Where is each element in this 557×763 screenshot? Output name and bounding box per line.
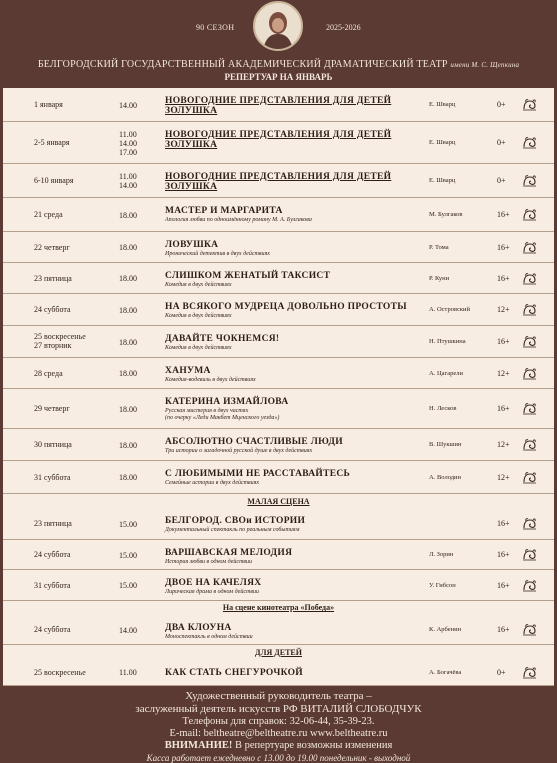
time-cell (119, 551, 137, 560)
time-value: 15.00 (119, 551, 137, 560)
show-title[interactable]: ДВОЕ НА КАЧЕЛЯХ (165, 578, 262, 588)
years-label: 2025-2026 (326, 23, 361, 32)
show-title[interactable]: ДАВАЙТЕ ЧОКНЕМСЯ! (165, 334, 280, 344)
time-cell (119, 306, 137, 315)
time-value: 18.00 (119, 274, 137, 283)
time-cell (119, 101, 137, 110)
time-value: 14.00 (119, 101, 137, 110)
age-rating: 16+ (497, 404, 510, 413)
pushkin-card-icon (521, 335, 539, 349)
date-cell: 21 среда (34, 210, 63, 219)
time-value: 17.00 (119, 148, 137, 157)
show-genre: Документальный спектакль по реальным событиям (165, 527, 300, 533)
table-row[interactable] (3, 570, 554, 601)
date-cell: 24 суббота (34, 305, 71, 314)
author-cell: А. Островский (429, 306, 470, 313)
pushkin-card-icon (521, 136, 539, 150)
pushkin-card-icon (521, 303, 539, 317)
date-cell-2: 27 вторник (34, 341, 72, 350)
date-cell: 24 суббота (34, 625, 71, 634)
table-row[interactable] (3, 540, 554, 570)
time-cell (119, 369, 137, 378)
time-cell (119, 626, 137, 635)
time-value: 18.00 (119, 243, 137, 252)
pushkin-card-icon (521, 208, 539, 222)
author-cell: М. Булгаков (429, 211, 463, 218)
time-cell (119, 211, 137, 220)
show-title[interactable]: ВАРШАВСКАЯ МЕЛОДИЯ (165, 548, 293, 558)
pushkin-card-icon (521, 471, 539, 485)
author-cell: Н. Лесков (429, 405, 457, 412)
author-cell: Е. Шварц (429, 177, 456, 184)
show-title[interactable]: СЛИШКОМ ЖЕНАТЫЙ ТАКСИСТ (165, 271, 331, 281)
show-title[interactable]: АБСОЛЮТНО СЧАСТЛИВЫЕ ЛЮДИ (165, 437, 343, 447)
time-value: 15.00 (119, 520, 137, 529)
time-value: 11.00 (119, 172, 137, 181)
time-cell (119, 172, 137, 190)
pushkin-card-icon (521, 367, 539, 381)
footer-contacts[interactable]: E-mail: beltheatre@beltheatre.ru www.beltheatre.ru (169, 728, 388, 739)
footer-phones: Телефоны для справок: 32-06-44, 35-39-23. (182, 716, 375, 727)
show-subtitle-title[interactable]: ЗОЛУШКА (165, 106, 218, 116)
header (0, 0, 557, 88)
age-rating: 16+ (497, 210, 510, 219)
date-cell: 30 пятница (34, 440, 72, 449)
show-title[interactable]: НА ВСЯКОГО МУДРЕЦА ДОВОЛЬНО ПРОСТОТЫ (165, 302, 407, 312)
time-cell (119, 473, 137, 482)
table-row[interactable] (3, 429, 554, 461)
date-cell: 31 суббота (34, 581, 71, 590)
footer-director-name: заслуженный деятель искусств РФ ВИТАЛИЙ СЛОБОДЧУК (135, 703, 422, 715)
age-rating: 16+ (497, 550, 510, 559)
theatre-name-main: БЕЛГОРОДСКИЙ ГОСУДАРСТВЕННЫЙ АКАДЕМИЧЕСКИЙ ДРАМАТИЧЕСКИЙ ТЕАТР (37, 59, 448, 70)
table-row[interactable] (3, 358, 554, 389)
attention-label: ВНИМАНИЕ! (164, 740, 233, 751)
author-cell: Р. Куни (429, 275, 450, 282)
show-title[interactable]: МАСТЕР И МАРГАРИТА (165, 206, 283, 216)
pushkin-card-icon (521, 402, 539, 416)
date-cell: 1 января (34, 100, 63, 109)
author-cell: А. Богачёва (429, 669, 462, 676)
time-cell (119, 274, 137, 283)
date-cell: 24 суббота (34, 550, 71, 559)
time-value: 18.00 (119, 473, 137, 482)
time-cell (119, 405, 137, 414)
table-row[interactable] (3, 232, 554, 263)
show-subtitle-title[interactable]: ЗОЛУШКА (165, 140, 218, 150)
age-rating: 0+ (497, 138, 506, 147)
table-row[interactable] (3, 326, 554, 358)
repertoire-title: РЕПЕРТУАР НА ЯНВАРЬ (224, 72, 333, 82)
date-cell: 22 четверг (34, 243, 70, 252)
author-cell: Е. Шварц (429, 139, 456, 146)
pushkin-card-icon (521, 438, 539, 452)
date-cell: 23 пятница (34, 274, 72, 283)
show-genre: Три истории о загадочной русской душе в двух действиях (165, 448, 313, 454)
table-row[interactable] (3, 659, 554, 686)
pushkin-card-icon (521, 174, 539, 188)
table-row[interactable] (3, 508, 554, 540)
time-value: 14.00 (119, 139, 137, 148)
pushkin-card-icon (521, 548, 539, 562)
table-row[interactable] (3, 294, 554, 326)
table-row[interactable] (3, 615, 554, 645)
theatre-name (0, 59, 557, 70)
table-row[interactable] (3, 164, 554, 198)
pushkin-card-icon (521, 241, 539, 255)
show-subtitle-title[interactable]: ЗОЛУШКА (165, 182, 218, 192)
time-value: 14.00 (119, 626, 137, 635)
show-genre: Комедия в двух действиях (165, 345, 232, 351)
show-genre-2: (по очерку «Леди Макбет Мценского уезда») (165, 415, 280, 421)
time-value: 15.00 (119, 581, 137, 590)
time-value: 18.00 (119, 405, 137, 414)
table-row[interactable] (3, 263, 554, 294)
footer-director-role: Художественный руководитель театра – (185, 690, 372, 702)
show-title[interactable]: БЕЛГОРОД. СВОи ИСТОРИИ (165, 516, 306, 526)
date-cell: 6-10 января (34, 176, 74, 185)
time-cell (119, 338, 137, 347)
table-row[interactable] (3, 122, 554, 164)
age-rating: 16+ (497, 337, 510, 346)
show-title[interactable]: КАК СТАТЬ СНЕГУРОЧКОЙ (165, 668, 303, 678)
age-rating: 16+ (497, 625, 510, 634)
show-title[interactable]: НОВОГОДНИЕ ПРЕДСТАВЛЕНИЯ ДЛЯ ДЕТЕЙ (165, 172, 392, 182)
show-genre: Комедия-водевиль в двух действиях (165, 377, 256, 383)
time-value: 14.00 (119, 181, 137, 190)
time-value: 11.00 (119, 668, 137, 677)
show-genre: Моноспектакль в одном действии (165, 634, 253, 640)
pushkin-card-icon (521, 98, 539, 112)
age-rating: 0+ (497, 100, 506, 109)
table-row[interactable] (3, 461, 554, 494)
time-cell (119, 520, 137, 529)
time-value: 18.00 (119, 369, 137, 378)
age-rating: 16+ (497, 519, 510, 528)
author-cell: В. Шукшин (429, 441, 462, 448)
pushkin-card-icon (521, 579, 539, 593)
age-rating: 16+ (497, 274, 510, 283)
section-small-stage: МАЛАЯ СЦЕНА (247, 497, 310, 506)
age-rating: 16+ (497, 581, 510, 590)
show-genre: Апология любви по одноимённому роману М. А. Булгакова (165, 217, 312, 223)
time-cell (119, 130, 137, 157)
time-cell (119, 441, 137, 450)
date-cell: 2-5 января (34, 138, 70, 147)
table-row[interactable] (3, 389, 554, 429)
show-title[interactable]: ЛОВУШКА (165, 240, 219, 250)
author-cell: Е. Шварц (429, 101, 456, 108)
pushkin-card-icon (521, 272, 539, 286)
date-cell: 28 среда (34, 369, 63, 378)
footer (0, 686, 557, 763)
pushkin-card-icon (521, 666, 539, 680)
shchepkin-portrait-logo-icon (253, 1, 303, 51)
schedule-table (3, 88, 554, 686)
time-value: 18.00 (119, 306, 137, 315)
show-title[interactable]: ДВА КЛОУНА (165, 623, 232, 633)
author-cell: К. Арбенин (429, 626, 462, 633)
author-cell: Л. Зорин (429, 551, 454, 558)
author-cell: А. Цагарели (429, 370, 463, 377)
time-value: 11.00 (119, 130, 137, 139)
time-value: 18.00 (119, 338, 137, 347)
age-rating: 12+ (497, 440, 510, 449)
show-genre: Иронический детектив в двух действиях (165, 251, 270, 257)
date-cell: 25 воскресенье (34, 332, 86, 341)
time-cell (119, 243, 137, 252)
age-rating: 12+ (497, 369, 510, 378)
show-genre: Комедия в двух действиях (165, 313, 232, 319)
show-genre: Лирическая драма в одном действии (165, 589, 259, 595)
show-genre: Русская мистерия в двух частях (165, 408, 249, 414)
age-rating: 12+ (497, 305, 510, 314)
time-cell (119, 581, 137, 590)
author-cell: А. Володин (429, 474, 462, 481)
section-pobeda: На сцене кинотеатра «Победа» (222, 603, 335, 612)
table-row[interactable] (3, 88, 554, 122)
pushkin-card-icon (521, 623, 539, 637)
time-value: 18.00 (119, 211, 137, 220)
show-genre: Комедия в двух действиях (165, 282, 232, 288)
show-title[interactable]: КАТЕРИНА ИЗМАЙЛОВА (165, 397, 289, 407)
date-cell: 25 воскресенье (34, 668, 86, 677)
age-rating: 16+ (497, 243, 510, 252)
show-title[interactable]: НОВОГОДНИЕ ПРЕДСТАВЛЕНИЯ ДЛЯ ДЕТЕЙ (165, 96, 392, 106)
theatre-name-suffix: имени М. С. Щепкина (450, 61, 520, 69)
footer-box-office-hours: Касса работает ежедневно с 13.00 до 19.00 понедельник - выходной (146, 753, 411, 763)
show-genre: История любви в одном действии (165, 559, 253, 565)
pushkin-card-icon (521, 517, 539, 531)
author-cell: У. Гибсон (429, 582, 456, 589)
season-label: 90 СЕЗОН (196, 23, 235, 32)
age-rating: 0+ (497, 668, 506, 677)
show-title[interactable]: НОВОГОДНИЕ ПРЕДСТАВЛЕНИЯ ДЛЯ ДЕТЕЙ (165, 130, 392, 140)
footer-attention (0, 740, 557, 751)
date-cell: 31 суббота (34, 473, 71, 482)
section-kids: ДЛЯ ДЕТЕЙ (255, 648, 302, 657)
time-cell (119, 668, 137, 677)
show-title[interactable]: С ЛЮБИМЫМИ НЕ РАССТАВАЙТЕСЬ (165, 469, 351, 479)
date-cell: 23 пятница (34, 519, 72, 528)
date-cell: 29 четверг (34, 404, 70, 413)
table-row[interactable] (3, 198, 554, 232)
author-cell: Н. Птушкина (429, 338, 466, 345)
attention-text: В репертуаре возможны изменения (232, 740, 393, 751)
age-rating: 12+ (497, 473, 510, 482)
show-genre: Семейные истории в двух действиях (165, 480, 260, 486)
show-title[interactable]: ХАНУМА (165, 366, 211, 376)
age-rating: 0+ (497, 176, 506, 185)
author-cell: Р. Тома (429, 244, 449, 251)
time-value: 18.00 (119, 441, 137, 450)
